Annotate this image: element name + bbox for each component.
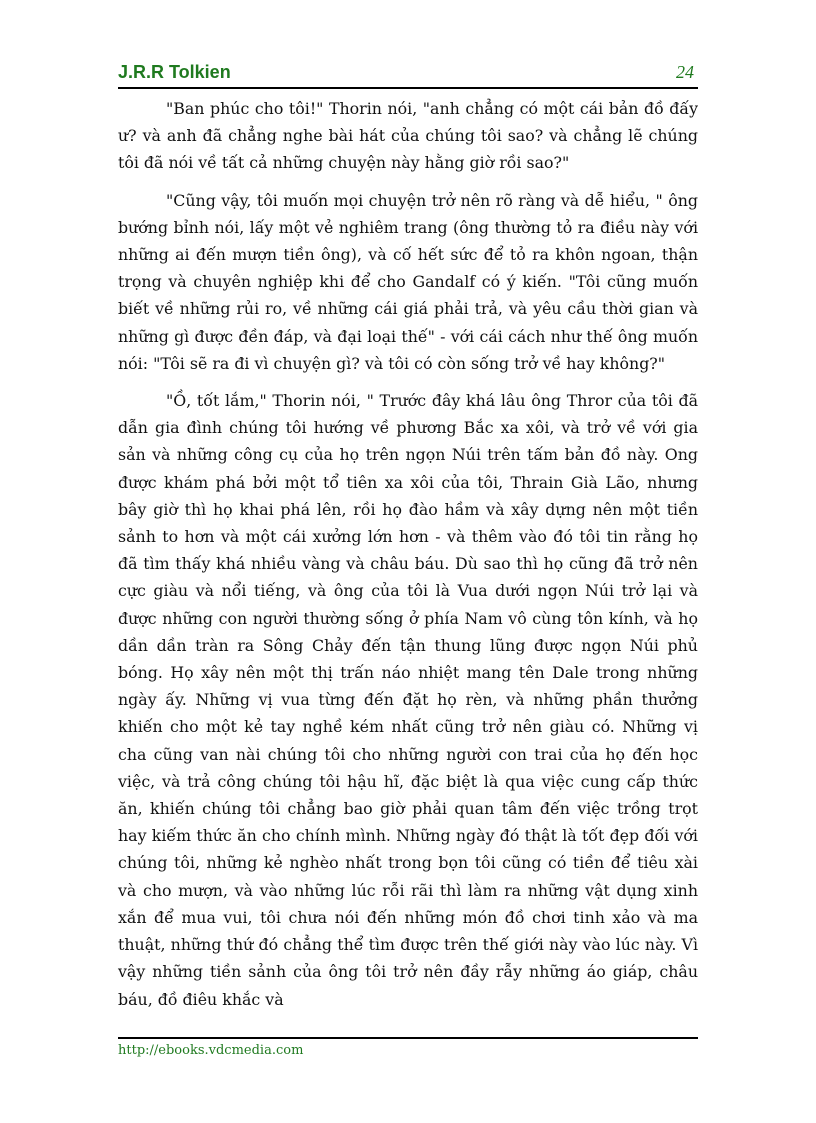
header-divider xyxy=(118,87,698,89)
header-author: J.R.R Tolkien xyxy=(118,62,231,82)
paragraph: "Ồ, tốt lắm," Thorin nói, " Trước đây khá lâu ông Thror của tôi đã dẫn gia đình chúng tôi hướng về phương Bắc xa xôi, và trở về với gia sản và những công cụ của họ trên ngọn Núi trên tấm bản đồ này. Ong được khám phá bởi một tổ tiên xa xôi của tôi, Thrain Già Lão, nhưng bây giờ thì họ khai phá lên, rồi họ đào hầm và xây dựng nên một tiền sảnh to hơn và một cái xưởng lớn hơn - và thêm vào đó tôi tin rằng họ đã tìm thấy khá nhiều vàng và châu báu. Dù sao thì họ cũng đã trở nên cực giàu và nổi tiếng, và ông của tôi là Vua dưới ngọn Núi trở lại và được những con người thường sống ở phía Nam vô cùng tôn kính, và họ dần dần tràn ra Sông Chảy đến tận thung lũng được ngọn Núi phủ bóng. Họ xây nên một thị trấn náo nhiệt mang tên Dale trong những ngày ấy. Những vị vua từng đến đặt họ rèn, và những phần thưởng khiến cho một kẻ tay nghề kém nhất cũng trở nên giàu có. Những vị cha cũng van nài chúng tôi cho những người con trai của họ đến học việc, và trả công chúng tôi hậu hĩ, đặc biệt là qua việc cung cấp thức ăn, khiến chúng tôi chẳng bao giờ phải quan tâm đến việc trồng trọt hay kiếm thức ăn cho chính mình. Những ngày đó thật là tốt đẹp đối với chúng tôi, những kẻ nghèo nhất trong bọn tôi cũng có tiền để tiêu xài và cho mượn, và vào những lúc rỗi rãi thì làm ra những vật dụng xinh xắn để mua vui, tôi chưa nói đến những món đồ chơi tinh xảo và ma thuật, những thứ đó chẳng thể tìm được trên thế giới này vào lúc này. Vì vậy những tiền sảnh của ông tôi trở nên đầy rẫy những áo giáp, châu báu, đồ điêu khắc và xyxy=(118,391,698,1009)
page-header xyxy=(118,60,698,90)
paragraph: "Ban phúc cho tôi!" Thorin nói, "anh chẳng có một cái bản đồ đấy ư? và anh đã chẳng nghe bài hát của chúng tôi sao? và chẳng lẽ chúng tôi đã nói về tất cả những chuyện này hằng giờ rồi sao?" xyxy=(118,99,698,173)
page-number: 24 xyxy=(676,62,694,82)
footer-url-link[interactable]: http://ebooks.vdcmedia.com xyxy=(118,1043,304,1058)
footer-divider xyxy=(118,1037,698,1039)
body-text xyxy=(118,95,698,1023)
paragraph: "Cũng vậy, tôi muốn mọi chuyện trở nên rõ ràng và dễ hiểu, " ông bướng bỉnh nói, lấy một vẻ nghiêm trang (ông thường tỏ ra điều này với những ai đến mượn tiền ông), và cố hết sức để tỏ ra khôn ngoan, thận trọng và chuyên nghiệp khi để cho Gandalf có ý kiến. "Tôi cũng muốn biết về những rủi ro, về những cái giá phải trả, và yêu cầu thời gian và những gì được đền đáp, và đại loại thế" - với cái cách như thế ông muốn nói: "Tôi sẽ ra đi vì chuyện gì? và tôi có còn sống trở về hay không?" xyxy=(118,190,698,373)
